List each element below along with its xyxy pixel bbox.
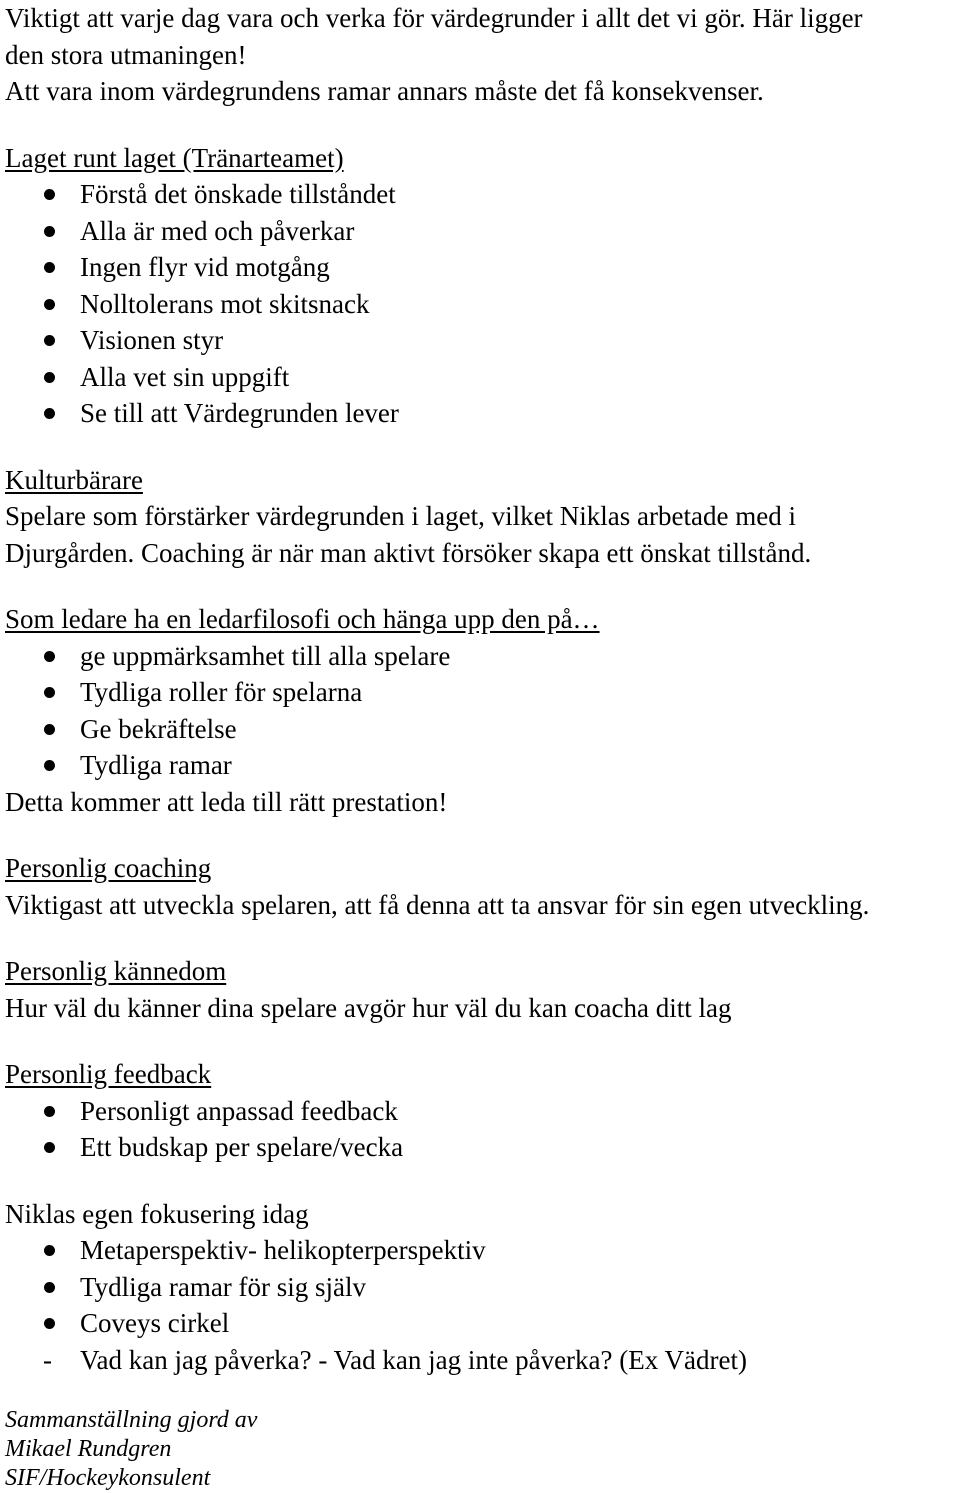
bullet-icon [44, 1318, 55, 1329]
kannedom-heading: Personlig kännedom [5, 956, 227, 986]
kannedom-section [5, 953, 960, 1026]
list-item: Alla vet sin uppgift [5, 359, 960, 396]
list-item: Tydliga ramar [5, 747, 960, 784]
list-item: Personligt anpassad feedback [5, 1093, 960, 1130]
signature-line-1: Sammanställning gjord av [5, 1407, 258, 1433]
list-item: ge uppmärksamhet till alla spelare [5, 638, 960, 675]
kannedom-text: Hur väl du känner dina spelare avgör hur väl du kan coacha ditt lag [5, 992, 732, 1023]
bullet-icon [44, 1142, 55, 1153]
dash-marker: - [43, 1344, 52, 1375]
list-item: Visionen styr [5, 322, 960, 359]
list-item: Se till att Värdegrunden lever [5, 395, 960, 432]
feedback-list [5, 1093, 960, 1166]
bullet-icon [44, 262, 55, 273]
kultur-section [5, 462, 960, 572]
intro-line-2: den stora utmaningen! [5, 39, 247, 70]
bullet-icon [44, 724, 55, 735]
kultur-heading: Kulturbärare [5, 464, 143, 495]
kultur-line-1: Spelare som förstärker värdegrunden i laget, vilket Niklas arbetade med i [5, 501, 796, 531]
bullet-icon [44, 1245, 55, 1256]
fokus-heading: Niklas egen fokusering idag [5, 1198, 309, 1229]
bullet-icon [44, 1106, 55, 1117]
ledare-conclusion: Detta kommer att leda till rätt prestation! [5, 786, 448, 817]
list-item: Nolltolerans mot skitsnack [5, 286, 960, 323]
feedback-heading: Personlig feedback [5, 1059, 212, 1089]
signature-line-3: SIF/Hockeykonsulent [5, 1465, 211, 1491]
signature-line-2: Mikael Rundgren [5, 1436, 172, 1462]
list-item: Ge bekräftelse [5, 711, 960, 748]
list-item: Alla är med och påverkar [5, 213, 960, 250]
bullet-icon [44, 760, 55, 771]
list-item: Förstå det önskade tillståndet [5, 176, 960, 213]
laget-section [5, 140, 960, 432]
bullet-icon [44, 226, 55, 237]
bullet-icon [44, 687, 55, 698]
intro-section [5, 0, 960, 110]
coaching-heading: Personlig coaching [5, 853, 212, 883]
fokus-section [5, 1196, 960, 1379]
intro-line-3: Att vara inom värdegrundens ramar annars måste det få konsekvenser. [5, 76, 764, 106]
list-item: Ingen flyr vid motgång [5, 249, 960, 286]
bullet-icon [44, 1282, 55, 1293]
ledare-section [5, 601, 960, 820]
list-item: Metaperspektiv- helikopterperspektiv [5, 1232, 960, 1269]
kultur-line-2: Djurgården. Coaching är när man aktivt försöker skapa ett önskat tillstånd. [5, 537, 812, 568]
feedback-section [5, 1056, 960, 1166]
bullet-icon [44, 299, 55, 310]
bullet-icon [44, 189, 55, 200]
coaching-section [5, 850, 960, 923]
bullet-icon [44, 651, 55, 662]
laget-list [5, 176, 960, 432]
laget-heading: Laget runt laget (Tränarteamet) [5, 142, 344, 173]
bullet-icon [44, 408, 55, 419]
coaching-text: Viktigast att utveckla spelaren, att få denna att ta ansvar för sin egen utveckling. [5, 889, 870, 920]
signature-block [5, 1406, 960, 1493]
fokus-dash-list [5, 1342, 960, 1379]
intro-line-1: Viktigt att varje dag vara och verka för värdegrunder i allt det vi gör. Här ligger [5, 3, 863, 33]
list-item: Tydliga roller för spelarna [5, 674, 960, 711]
list-item: Coveys cirkel [5, 1305, 960, 1342]
bullet-icon [44, 335, 55, 346]
list-item: Ett budskap per spelare/vecka [5, 1129, 960, 1166]
dash-list-item: - Vad kan jag påverka? - Vad kan jag inte påverka? (Ex Vädret) [5, 1342, 960, 1379]
ledare-list [5, 638, 960, 784]
ledare-heading: Som ledare ha en ledarfilosofi och hänga upp den på… [5, 604, 600, 634]
list-item: Tydliga ramar för sig själv [5, 1269, 960, 1306]
bullet-icon [44, 372, 55, 383]
fokus-list [5, 1232, 960, 1342]
